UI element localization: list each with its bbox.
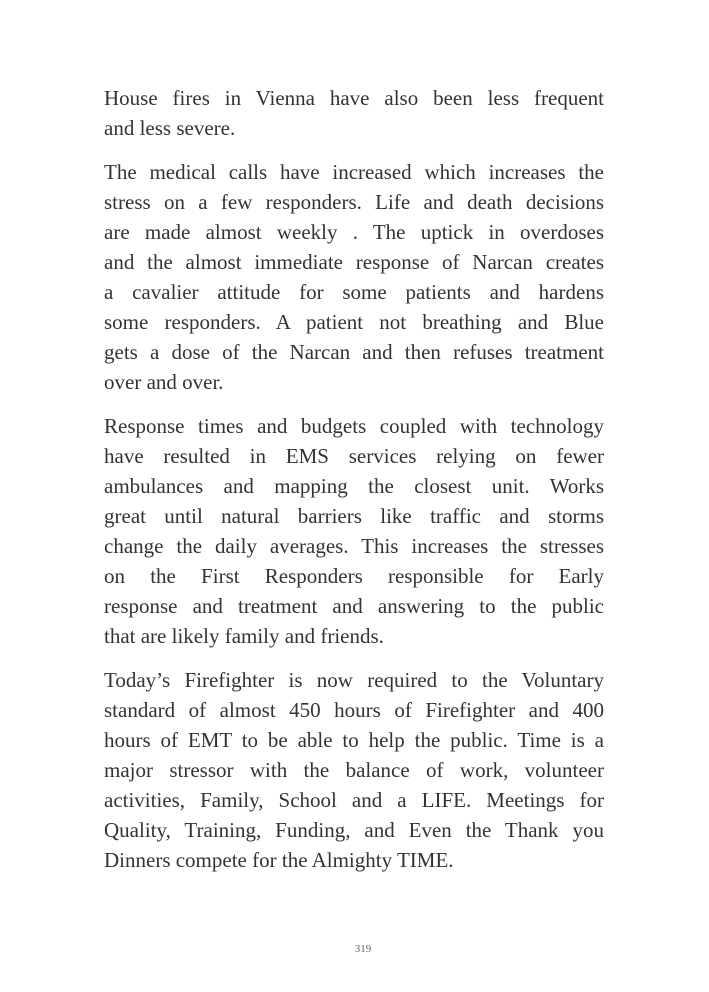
- paragraph: [104, 157, 604, 397]
- text-line: great until natural barriers like traffic and storms: [104, 504, 604, 528]
- text-line: activities, Family, School and a LIFE. Meetings for: [104, 788, 604, 812]
- text-line: hours of EMT to be able to help the public. Time is a: [104, 728, 604, 752]
- text-line: on the First Responders responsible for Early: [104, 564, 604, 588]
- text-line: and less severe.: [104, 116, 236, 140]
- text-line: have resulted in EMS services relying on fewer: [104, 444, 604, 468]
- text-line: Dinners compete for the Almighty TIME.: [104, 848, 454, 872]
- paragraph: [104, 83, 604, 143]
- text-line: House fires in Vienna have also been less frequent: [104, 86, 604, 110]
- text-line: change the daily averages. This increases the stresses: [104, 534, 604, 558]
- text-line: Quality, Training, Funding, and Even the Thank you: [104, 818, 604, 842]
- text-line: Today’s Firefighter is now required to the Voluntary: [104, 668, 604, 692]
- text-line: that are likely family and friends.: [104, 624, 384, 648]
- text-line: are made almost weekly . The uptick in overdoses: [104, 220, 604, 244]
- text-line: major stressor with the balance of work, volunteer: [104, 758, 604, 782]
- text-line: Response times and budgets coupled with technology: [104, 414, 604, 438]
- text-line: The medical calls have increased which increases the: [104, 160, 604, 184]
- paragraph: [104, 665, 604, 875]
- text-line: response and treatment and answering to the public: [104, 594, 604, 618]
- page-number: 319: [354, 943, 372, 955]
- text-line: a cavalier attitude for some patients and hardens: [104, 280, 604, 304]
- paragraph: [104, 411, 604, 651]
- text-line: some responders. A patient not breathing and Blue: [104, 310, 604, 334]
- text-line: standard of almost 450 hours of Firefighter and 400: [104, 698, 604, 722]
- text-line: stress on a few responders. Life and death decisions: [104, 190, 604, 214]
- body-text: [104, 83, 604, 889]
- text-line: over and over.: [104, 370, 224, 394]
- text-line: and the almost immediate response of Narcan creates: [104, 250, 604, 274]
- text-line: ambulances and mapping the closest unit. Works: [104, 474, 604, 498]
- text-line: gets a dose of the Narcan and then refuses treatment: [104, 340, 604, 364]
